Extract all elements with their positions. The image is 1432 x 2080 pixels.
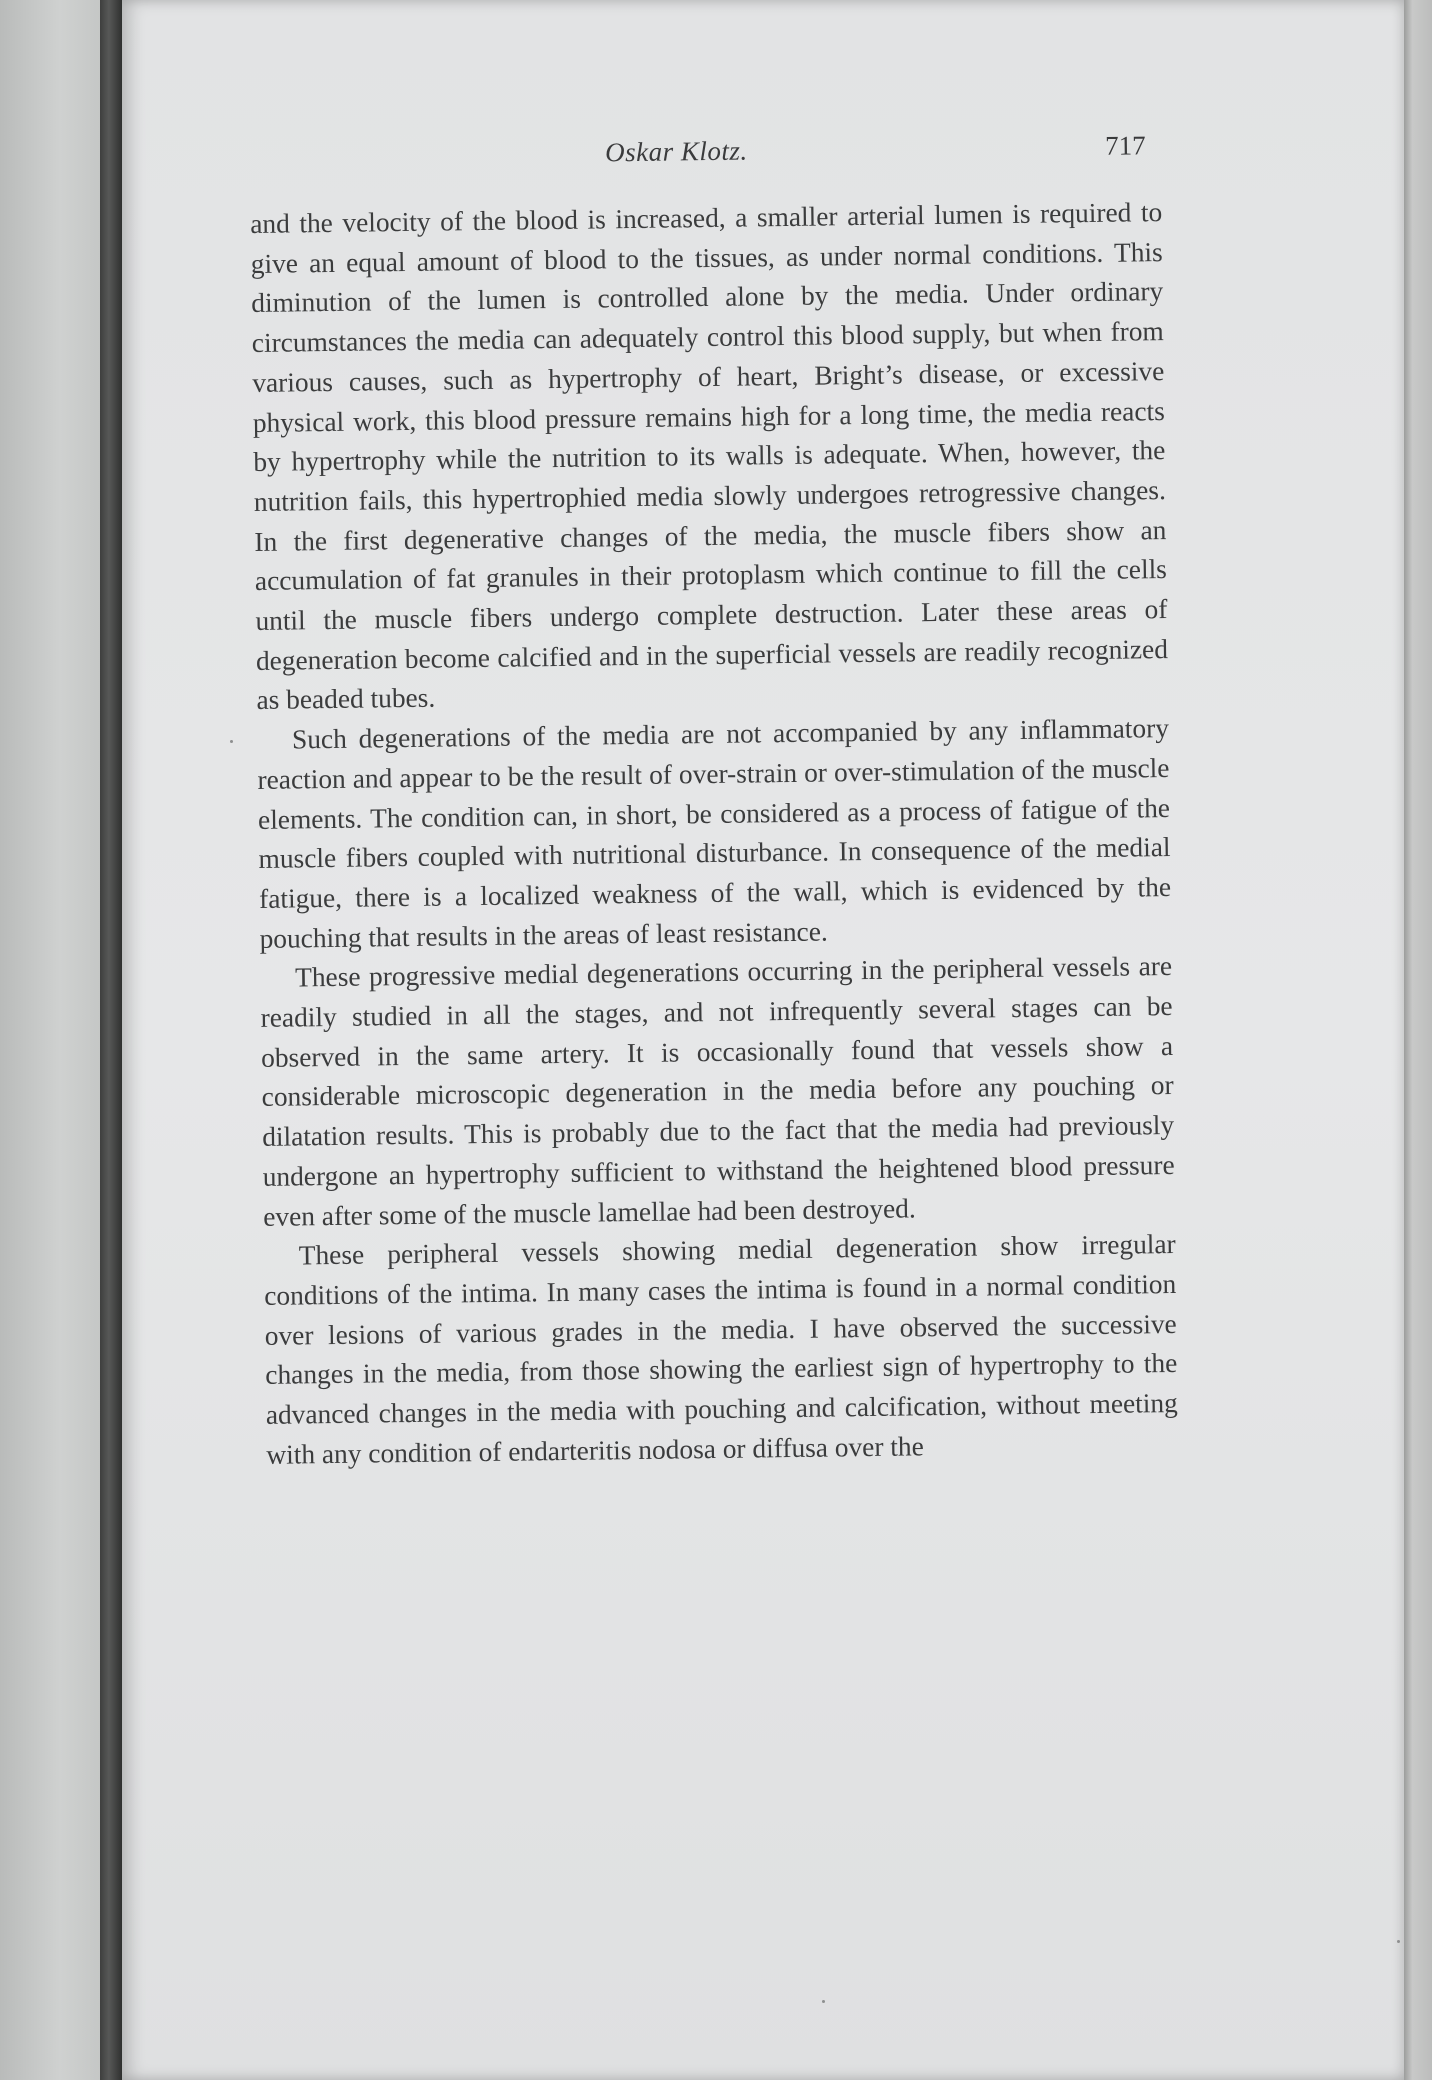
paragraph-2: Such degenerations of the media are not accompanied by any inflammatory reaction and appear to be the result of over-strain or over-stimulation of the muscle elements. The condition can, in short, be considered as a process of fatigue of the muscle fibers coupled with nutritional disturbance. In consequence of the medial fatigue, there is a localized weakness of the wall, which is evidenced by the pouching that results in the areas of least resistance.: [257, 713, 1172, 954]
book-gutter: [100, 0, 122, 2080]
page-edge-right: [1404, 0, 1432, 2080]
paragraph-3: These progressive medial degenerations occurring in the peripheral vessels are readily studied in all the stages, and not infrequently several stages can be observed in the same artery. It is occasionally found that vessels show a considerable microscopic degeneration in the media before any pouching or dilatation results. This is probably due to the fact that the media had previously undergone an hypertrophy sufficient to withstand the heightened blood pressure even after some of the muscle lamellae had been destroyed.: [260, 951, 1175, 1232]
paragraph-1: and the velocity of the blood is increased, a smaller arterial lumen is required to give an equal amount of blood to the tissues, as under normal conditions. This diminution of the lumen is controlled alone by the media. Under ordinary circumstances the media can adequately control this blood supply, but when from various causes, such as hypertrophy of heart, Bright’s disease, or excessive physical work, this blood pressure remains high for a long time, the media reacts by hypertrophy while the nutrition to its walls is adequate. When, however, the nutrition fails, this hypertrophied media slowly undergoes retrogressive changes. In the first degenerative changes of the media, the muscle fibers show an accumulation of fat granules in their protoplasm which continue to fill the cells until the muscle fibers undergo complete destruction. Later these areas of degeneration become calcified and in the superficial vessels are readily recognized as beaded tubes.: [250, 197, 1169, 716]
paper-speck: [1397, 1940, 1400, 1943]
paper-speck: [822, 2000, 825, 2003]
body-text: [250, 193, 1179, 1475]
paper-speck: [230, 740, 233, 743]
facing-page-edge: [0, 0, 100, 2080]
paragraph-4: These peripheral vessels showing medial degeneration show irregular conditions of the intima. In many cases the intima is found in a normal condition over lesions of various grades in the media. I have observed the successive changes in the media, from those showing the earliest sign of hypertrophy to the advanced changes in the media with pouching and calcification, without meeting with any condition of endarteritis nodosa or diffusa over the: [264, 1229, 1178, 1470]
page-number: 717: [1104, 130, 1146, 161]
running-head-title: Oskar Klotz.: [604, 135, 748, 168]
